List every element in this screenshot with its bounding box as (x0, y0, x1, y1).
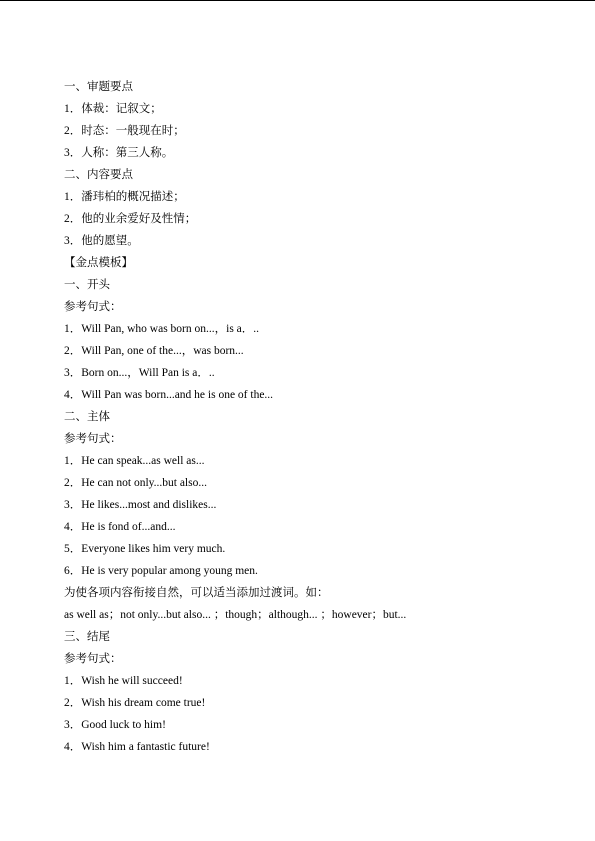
opening-sentence-3: 3．Born on...，Will Pan is a．.. (64, 367, 215, 379)
body-sentence-5: 5．Everyone likes him very much. (64, 543, 226, 555)
section-heading-body: 二、主体 (64, 411, 110, 423)
analysis-point-person: 3．人称：第三人称。 (64, 147, 174, 159)
opening-sentence-4: 4．Will Pan was born...and he is one of the... (64, 389, 274, 401)
page-top-rule (0, 0, 595, 1)
body-sentence-2: 2．He can not only...but also... (64, 477, 207, 489)
content-point-1: 1．潘玮柏的概况描述； (64, 191, 185, 203)
transition-words: as well as；not only...but also... ；though；although... ；however；but... (64, 609, 407, 621)
opening-sentence-2: 2．Will Pan, one of the...，was born... (64, 345, 244, 357)
document-body (64, 78, 564, 760)
ending-sentence-3: 3．Good luck to him! (64, 719, 166, 731)
reference-label-ending: 参考句式： (64, 653, 122, 665)
content-point-2: 2．他的业余爱好及性情； (64, 213, 197, 225)
section-heading-analysis: 一、审题要点 (64, 81, 133, 93)
ending-sentence-4: 4．Wish him a fantastic future! (64, 741, 210, 753)
section-heading-ending: 三、结尾 (64, 631, 110, 643)
opening-sentence-1: 1．Will Pan, who was born on...，is a．.. (64, 323, 260, 335)
body-sentence-1: 1．He can speak...as well as... (64, 455, 205, 467)
analysis-point-genre: 1．体裁：记叙文； (64, 103, 162, 115)
ending-sentence-1: 1．Wish he will succeed! (64, 675, 183, 687)
content-point-3: 3．他的愿望。 (64, 235, 139, 247)
section-heading-content: 二、内容要点 (64, 169, 133, 181)
body-sentence-4: 4．He is fond of...and... (64, 521, 176, 533)
section-heading-opening: 一、开头 (64, 279, 110, 291)
ending-sentence-2: 2．Wish his dream come true! (64, 697, 206, 709)
transition-note: 为使各项内容衔接自然，可以适当添加过渡词。如： (64, 587, 329, 599)
template-title: 【金点模板】 (64, 257, 133, 269)
analysis-point-tense: 2．时态：一般现在时； (64, 125, 185, 137)
reference-label-opening: 参考句式： (64, 301, 122, 313)
body-sentence-6: 6．He is very popular among young men. (64, 565, 258, 577)
reference-label-body: 参考句式： (64, 433, 122, 445)
body-sentence-3: 3．He likes...most and dislikes... (64, 499, 217, 511)
